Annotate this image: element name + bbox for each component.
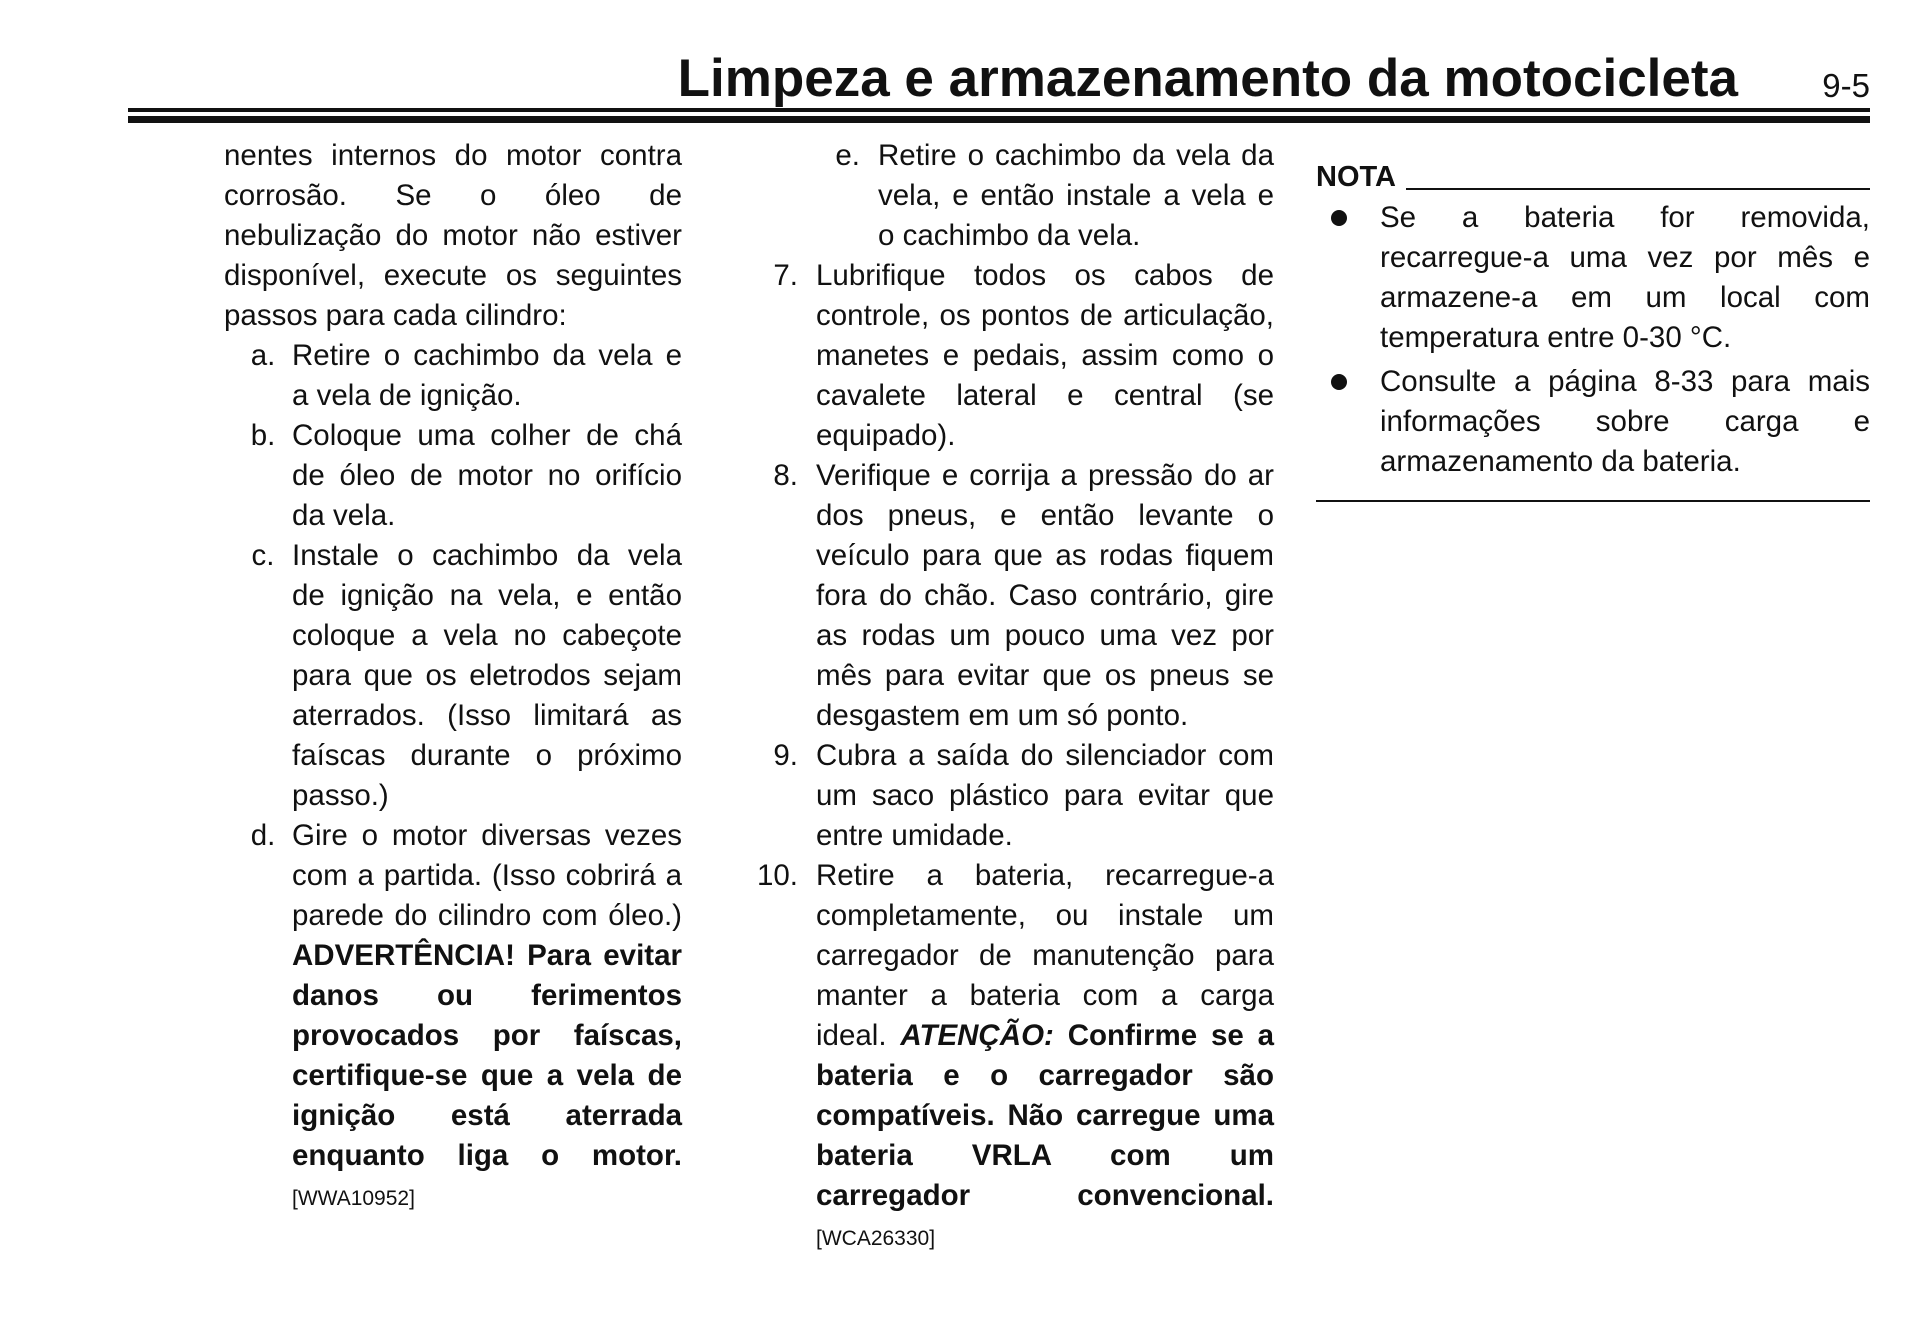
- nota-heading: NOTA: [1316, 161, 1397, 193]
- item-number: 9.: [773, 739, 798, 772]
- step-text: Coloque uma colher de chá de óleo de motor no orifício da vela.: [292, 419, 682, 532]
- step-d: [224, 816, 682, 1219]
- step-b: [224, 416, 682, 536]
- warning-text: ADVERTÊNCIA! Para evitar danos ou ferimentos provocados por faíscas, certifique-se que a vela de ignição está aterrada enquanto liga o motor.: [292, 939, 682, 1172]
- step-label: d.: [250, 819, 276, 852]
- step-label: b.: [250, 419, 276, 452]
- nota-box: [1316, 136, 1870, 502]
- item-number: 8.: [773, 459, 798, 492]
- step-text: Instale o cachimbo da vela de ignição na vela, e então coloque a vela no cabeçote para que os eletrodos sejam aterrados. (Isso limitará as faíscas durante o próximo passo.): [292, 539, 682, 812]
- nota-bullet-1: [1316, 198, 1870, 358]
- step-e: [742, 136, 1274, 256]
- nota-bottom-rule: [1316, 500, 1870, 502]
- bullet-text: Se a bateria for removida, recarregue-a uma vez por mês e armazene-a em um local com temperatura entre 0-30 °C.: [1380, 201, 1870, 354]
- bullet-text: Consulte a página 8-33 para mais informações sobre carga e armazenamento da bateria.: [1380, 365, 1870, 478]
- nota-header: [1316, 160, 1870, 194]
- step-d-body: [292, 816, 682, 1219]
- caution-code: [WCA26330]: [816, 1227, 936, 1250]
- page-number: 9-5: [1822, 67, 1870, 104]
- column-1: [224, 136, 682, 1219]
- item-10-body: [816, 856, 1274, 1259]
- header-rule-thin: [128, 108, 1870, 112]
- nota-bullet-2: [1316, 362, 1870, 482]
- caution-label: ATENÇÃO:: [900, 1019, 1054, 1052]
- list-item-7: [742, 256, 1274, 456]
- step-a: [224, 336, 682, 416]
- column-2: [742, 136, 1274, 1259]
- item-text: Verifique e corrija a pressão do ar dos pneus, e então levante o veículo para que as rodas fiquem fora do chão. Caso contrário, gire as rodas um pouco uma vez por mês para evitar que os pneus se desgastem em um só ponto.: [816, 459, 1274, 732]
- bullet-dot-icon: [1316, 198, 1380, 358]
- step-text: Retire o cachimbo da vela da vela, e então instale a vela e o cachimbo da vela.: [878, 139, 1274, 252]
- item-text: Retire a bateria, recarregue-a completamente, ou instale um carregador de manutenção para manter a bateria com a carga ideal.: [816, 859, 1274, 1052]
- list-item-8: [742, 456, 1274, 736]
- step-label: a.: [250, 339, 276, 372]
- step-label: e.: [835, 139, 860, 172]
- step-text: Retire o cachimbo da vela e a vela de ignição.: [292, 339, 682, 412]
- list-item-10: [742, 856, 1274, 1259]
- step-c: [224, 536, 682, 816]
- item-text: Lubrifique todos os cabos de controle, os pontos de articulação, manetes e pedais, assim como o cavalete lateral e central (se equipado).: [816, 259, 1274, 452]
- bullet-dot-icon: [1316, 362, 1380, 482]
- item-text: Cubra a saída do silenciador com um saco plástico para evitar que entre umidade.: [816, 739, 1274, 852]
- list-item-9: [742, 736, 1274, 856]
- nota-rule: [1406, 188, 1870, 190]
- step-label: c.: [251, 539, 275, 572]
- page-title: Limpeza e armazenamento da motocicleta: [677, 49, 1738, 108]
- item-number: 10.: [756, 859, 798, 892]
- header-rule-thick: [128, 116, 1870, 123]
- warning-code: [WWA10952]: [292, 1187, 415, 1210]
- caution-text: Confirme se a bateria e o carregador são compatíveis. Não carregue uma bateria VRLA com um carregador convencional.: [816, 1019, 1275, 1212]
- step-text: Gire o motor diversas vezes com a partida. (Isso cobrirá a parede do cilindro com óleo.): [292, 819, 682, 932]
- intro-paragraph: nentes internos do motor contra corrosão. Se o óleo de nebulização do motor não estiver disponível, execute os seguintes passos para cada cilindro:: [224, 139, 682, 332]
- item-number: 7.: [773, 259, 798, 292]
